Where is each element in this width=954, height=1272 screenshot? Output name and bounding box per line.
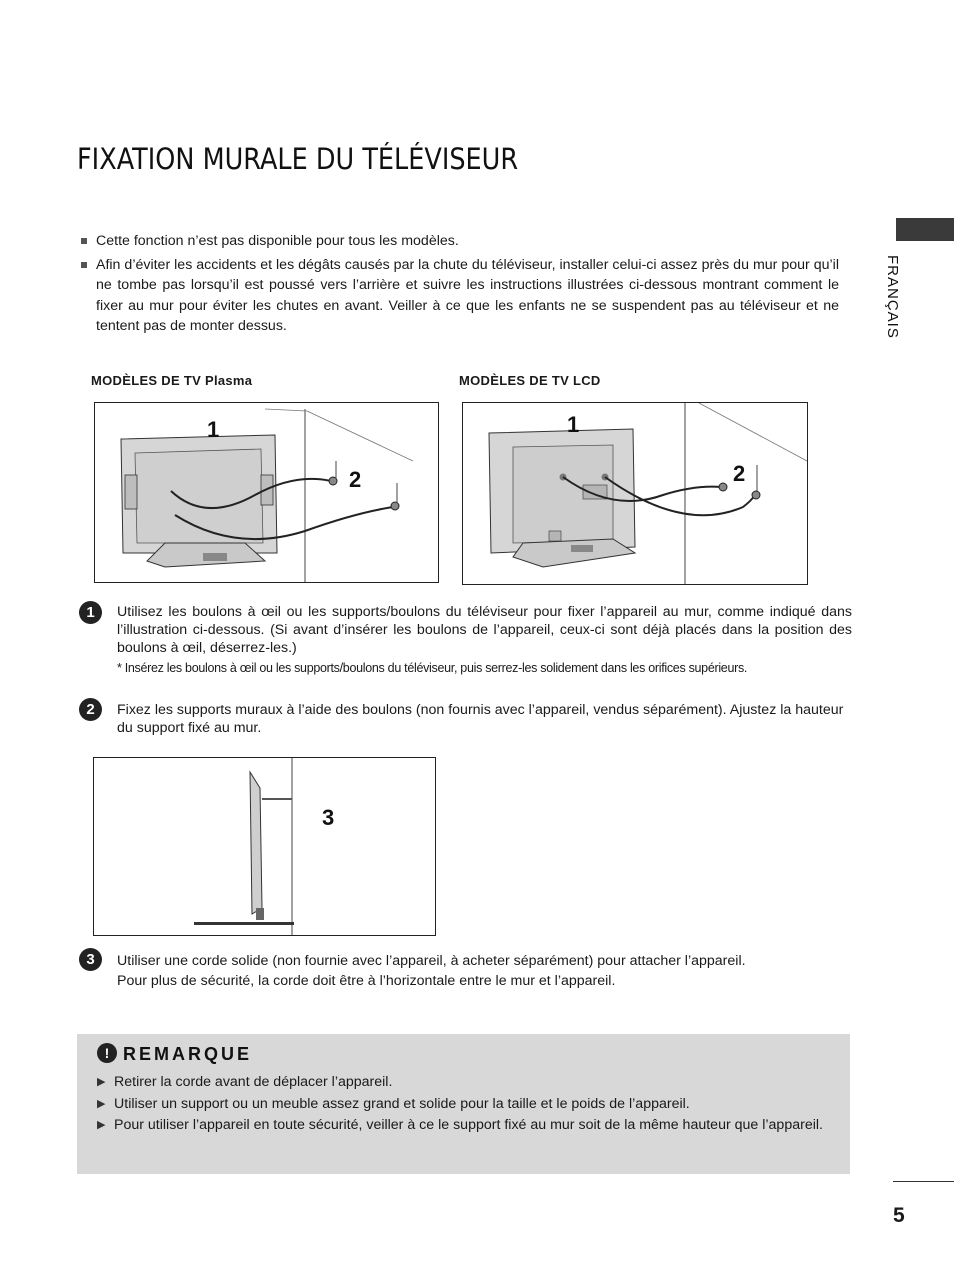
triangle-bullet-icon: ▶ — [97, 1076, 106, 1088]
side-view-drawing — [94, 758, 435, 935]
triangle-bullet-icon: ▶ — [97, 1119, 106, 1131]
remark-item — [97, 1116, 847, 1134]
plasma-wall-mount-illustration — [94, 402, 439, 583]
step-2-marker: 2 — [79, 698, 102, 721]
page-number: 5 — [893, 1204, 905, 1227]
remark-heading-text: REMARQUE — [123, 1044, 253, 1064]
step-1-callout: 1 — [567, 412, 580, 437]
remark-heading — [97, 1043, 252, 1065]
intro-item-text: Afin d’éviter les accidents et les dégâts causés par la chute du téléviseur, installer celui-ci assez près du mur pour qu’il ne tombe pas lorsqu’il est poussé vers l’arrière et suivre les instructions illustrées ci-dessous montrant comment le fixer au mur pour éviter les chutes en avant. Veiller à ce que les enfants ne se suspendent pas au téléviseur et ne tentent pas de monter dessus. — [96, 256, 839, 334]
intro-item — [79, 231, 839, 252]
language-tab-marker — [896, 218, 954, 241]
step-1-text — [117, 603, 852, 677]
step-2-callout: 2 — [733, 461, 746, 486]
step-3-callout: 3 — [322, 805, 335, 830]
remark-item-text: Utiliser un support ou un meuble assez grand et solide pour la taille et le poids de l’appareil. — [114, 1096, 690, 1112]
step-3-line-2: Pour plus de sécurité, la corde doit être à l’horizontale entre le mur et l’appareil. — [117, 973, 616, 989]
side-view-illustration — [93, 757, 436, 936]
remark-box — [77, 1034, 850, 1174]
lcd-figure-label: MODÈLES DE TV LCD — [459, 373, 601, 388]
step-3-marker: 3 — [79, 948, 102, 971]
remark-item — [97, 1072, 847, 1092]
step-3-text — [117, 951, 852, 991]
remark-item — [97, 1094, 847, 1114]
step-1-callout: 1 — [207, 417, 220, 442]
remark-list — [97, 1072, 847, 1134]
intro-list — [79, 231, 839, 337]
lcd-wall-mount-illustration — [462, 402, 808, 585]
intro-item — [79, 255, 839, 337]
step-2-callout: 2 — [349, 467, 362, 492]
square-bullet-icon — [81, 238, 87, 244]
language-label-text: FRANÇAIS — [884, 255, 901, 339]
step-1-instruction: Utilisez les boulons à œil ou les supports/boulons du téléviseur pour fixer l’appareil au mur, comme indiqué dans l’illustration ci-dessous. (Si avant d’insérer les boulons de l’appareil, ceux-ci sont déjà placés dans la position des boulons à œil, déserrez-les.) — [117, 604, 852, 656]
square-bullet-icon — [81, 262, 87, 268]
step-1-marker: 1 — [79, 601, 102, 624]
intro-item-text: Cette fonction n’est pas disponible pour tous les modèles. — [96, 233, 459, 249]
lcd-tv-drawing — [463, 403, 807, 584]
page-title: FIXATION MURALE DU TÉLÉVISEUR — [77, 142, 519, 176]
plasma-figure-label: MODÈLES DE TV Plasma — [91, 373, 253, 388]
step-3-line-1: Utiliser une corde solide (non fournie avec l’appareil, à acheter séparément) pour attacher l’appareil. — [117, 953, 746, 969]
exclamation-icon: ! — [97, 1043, 117, 1063]
remark-item-text: Pour utiliser l’appareil en toute sécurité, veiller à ce le support fixé au mur soit de la même hauteur que l’appareil. — [114, 1117, 823, 1133]
language-label — [884, 255, 924, 355]
triangle-bullet-icon: ▶ — [97, 1098, 106, 1110]
step-2-text: Fixez les supports muraux à l’aide des boulons (non fournis avec l’appareil, vendus séparément). Ajustez la hauteur du support fixé au mur. — [117, 702, 844, 736]
plasma-tv-drawing — [95, 403, 438, 582]
footer-rule — [893, 1181, 954, 1182]
step-1-note: * Insérez les boulons à œil ou les supports/boulons du téléviseur, puis serrez-les solidement dans les orifices supérieurs. — [117, 661, 748, 675]
remark-item-text: Retirer la corde avant de déplacer l’appareil. — [114, 1074, 393, 1090]
